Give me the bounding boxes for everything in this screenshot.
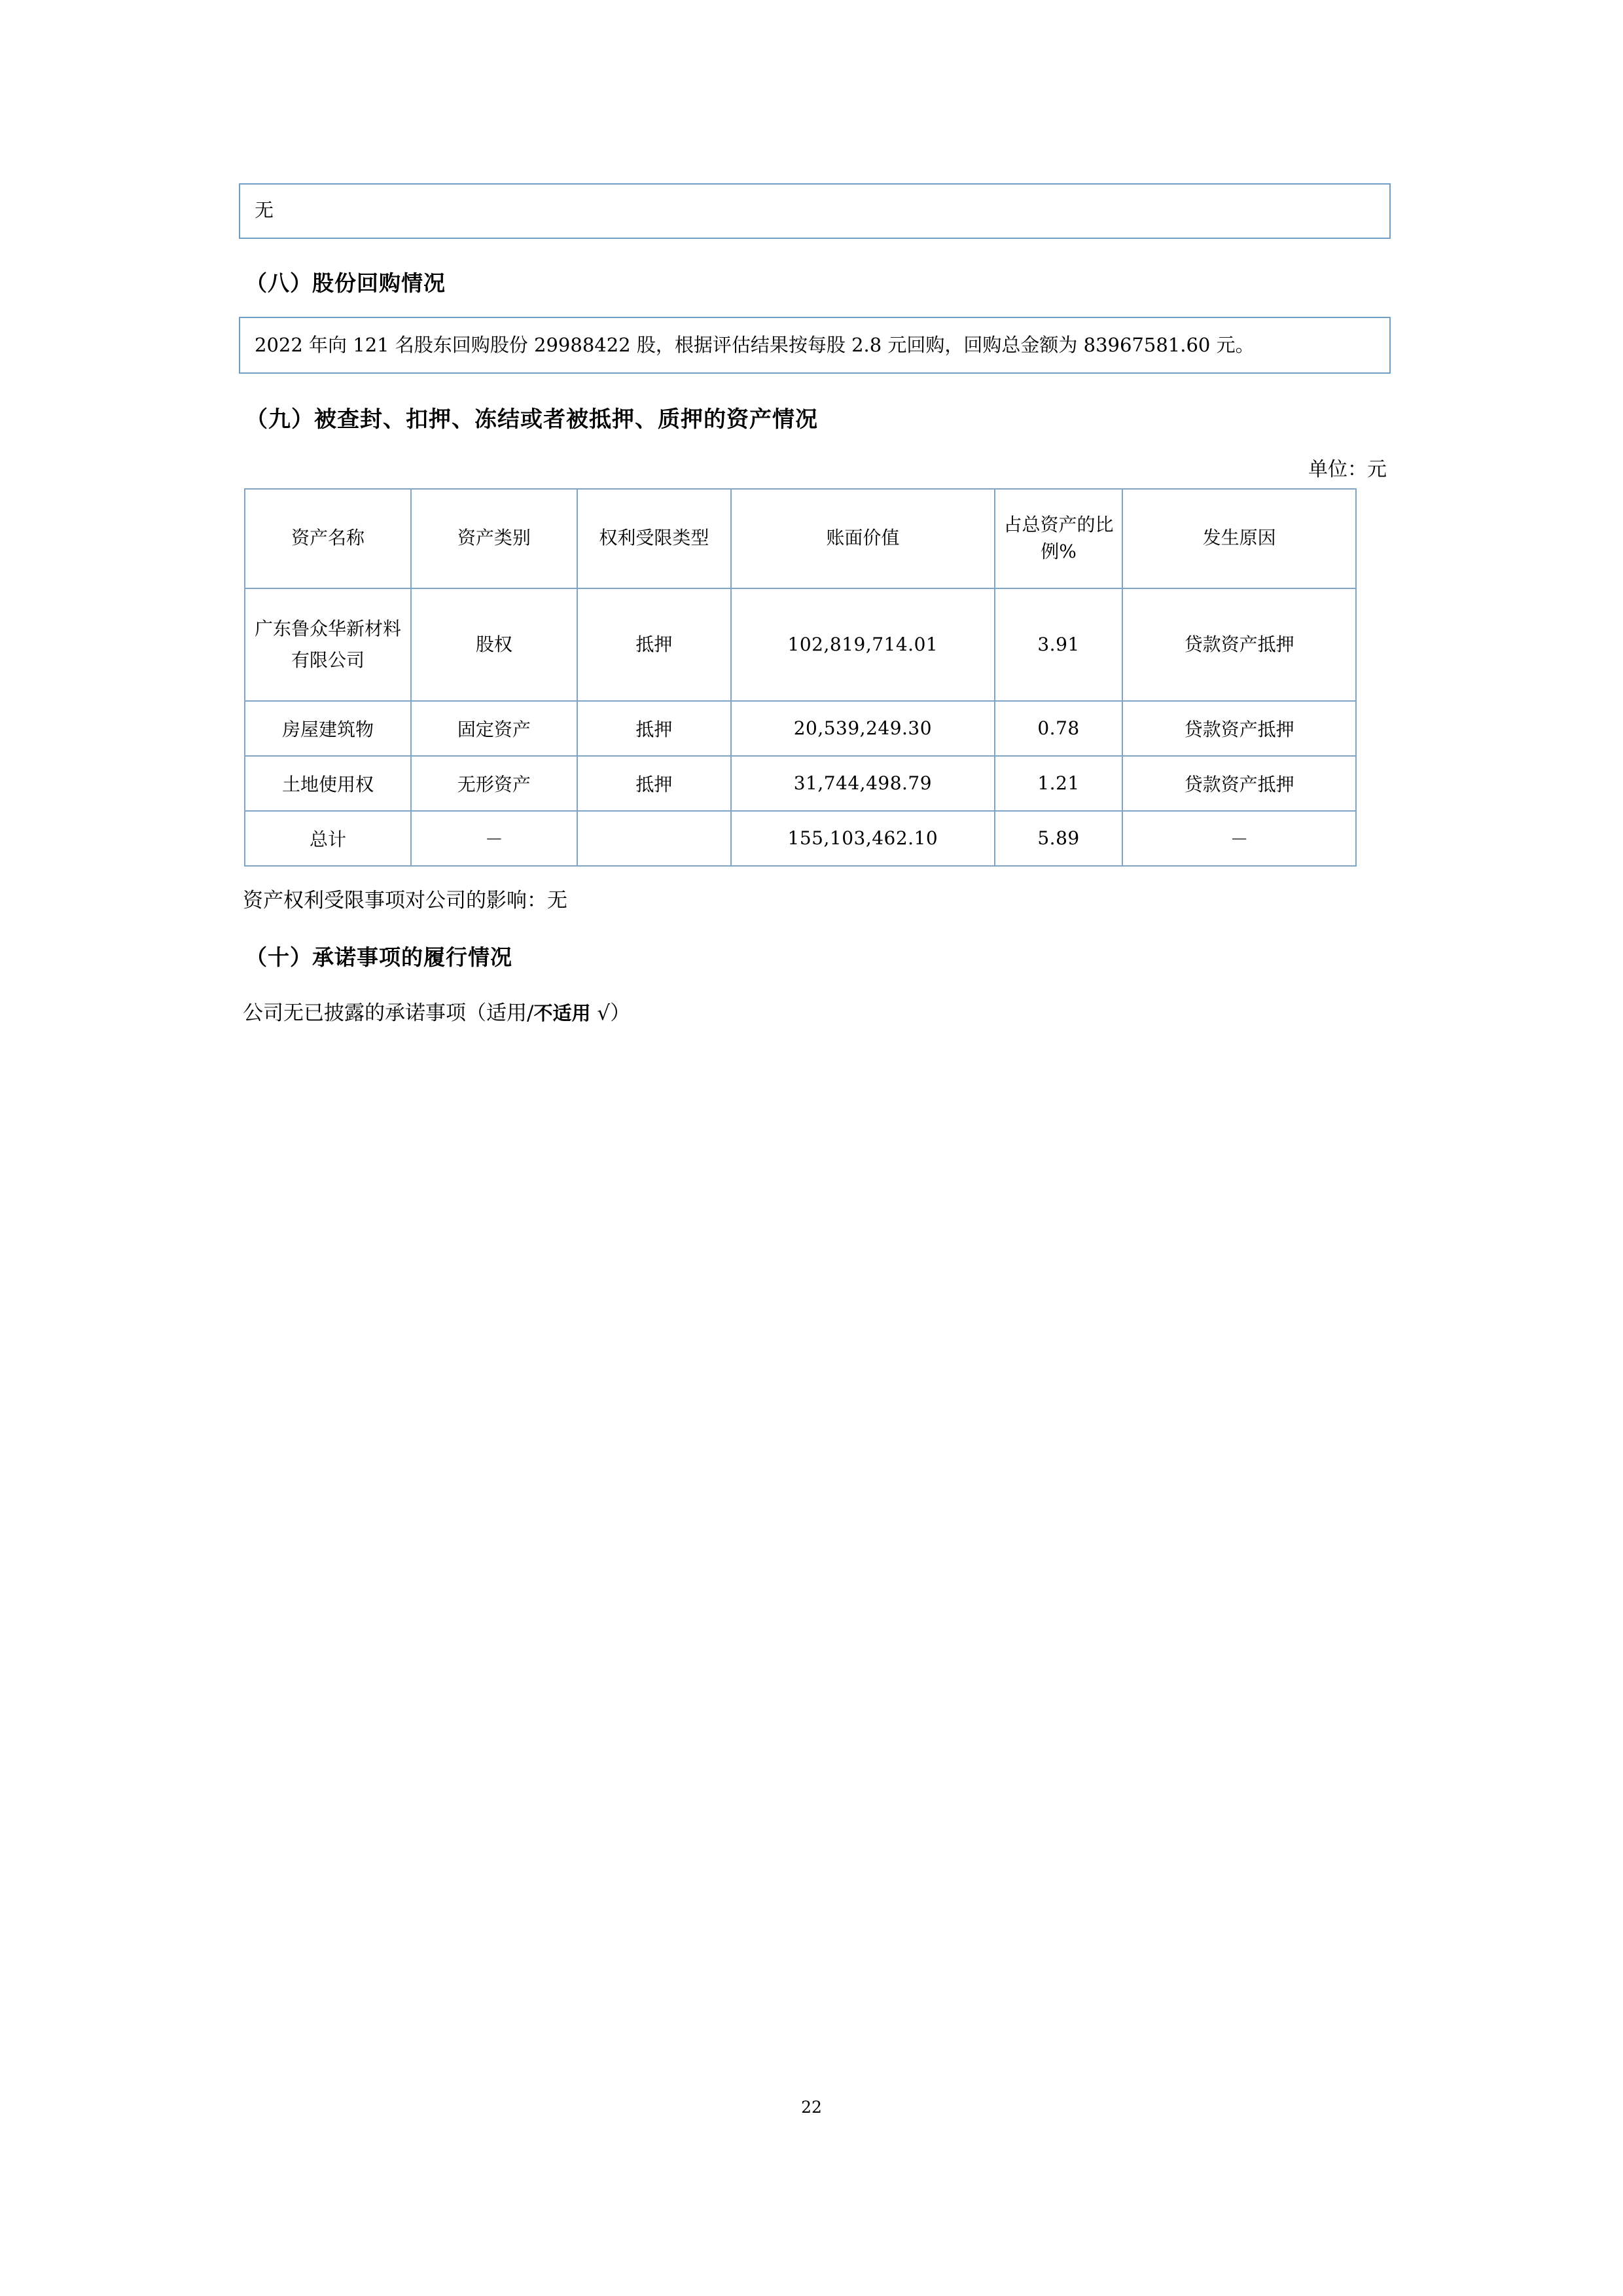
- cell-asset-name: 土地使用权: [245, 756, 411, 811]
- table-row: [245, 701, 1356, 756]
- section-8-heading: （八）股份回购情况: [245, 270, 446, 296]
- cell-ratio: 1.21: [995, 756, 1123, 811]
- table-header-row: [245, 489, 1356, 588]
- commitment-text-suffix: √）: [590, 1001, 631, 1025]
- column-header-restriction-type: 权利受限类型: [577, 489, 731, 588]
- page-content: [239, 183, 1391, 1026]
- cell-reason: 贷款资产抵押: [1122, 588, 1356, 701]
- table-row: [245, 756, 1356, 811]
- cell-restriction: 抵押: [577, 756, 731, 811]
- cell-asset-category: 股权: [411, 588, 577, 701]
- table-row-total: [245, 811, 1356, 866]
- unit-label: 单位：元: [1308, 457, 1387, 481]
- commitment-text-bold: 不适用: [533, 1001, 591, 1024]
- section-9-heading: （九）被查封、扣押、冻结或者被抵押、质押的资产情况: [245, 406, 818, 433]
- column-header-reason: 发生原因: [1122, 489, 1356, 588]
- cell-restriction: 抵押: [577, 588, 731, 701]
- cell-asset-name: 房屋建筑物: [245, 701, 411, 756]
- section-10-heading: （十）承诺事项的履行情况: [245, 944, 512, 970]
- cell-reason: 贷款资产抵押: [1122, 756, 1356, 811]
- column-header-asset-name: 资产名称: [245, 489, 411, 588]
- page-number: 22: [801, 2098, 822, 2117]
- cell-book-value: 31,744,498.79: [731, 756, 995, 811]
- cell-reason: 贷款资产抵押: [1122, 701, 1356, 756]
- cell-asset-name: 总计: [245, 811, 411, 866]
- cell-asset-category: 固定资产: [411, 701, 577, 756]
- cell-asset-name: 广东鲁众华新材料有限公司: [245, 588, 411, 701]
- column-header-asset-category: 资产类别: [411, 489, 577, 588]
- section-8-paragraph-box: 2022 年向 121 名股东回购股份 29988422 股，根据评估结果按每股 2.8 元回购，回购总金额为 83967581.60 元。: [239, 317, 1391, 374]
- asset-restriction-note: 资产权利受限事项对公司的影响：无: [243, 888, 567, 912]
- column-header-ratio: 占总资产的比例%: [995, 489, 1123, 588]
- cell-ratio: 0.78: [995, 701, 1123, 756]
- cell-ratio: 5.89: [995, 811, 1123, 866]
- cell-book-value: 102,819,714.01: [731, 588, 995, 701]
- table-row: [245, 588, 1356, 701]
- top-note-box: 无: [239, 183, 1391, 239]
- cell-asset-category: －: [411, 811, 577, 866]
- cell-restriction: 抵押: [577, 701, 731, 756]
- commitment-text-prefix: 公司无已披露的承诺事项（适用/: [243, 1001, 534, 1025]
- cell-book-value: 20,539,249.30: [731, 701, 995, 756]
- cell-ratio: 3.91: [995, 588, 1123, 701]
- restricted-assets-table: [244, 488, 1357, 867]
- cell-restriction: [577, 811, 731, 866]
- cell-asset-category: 无形资产: [411, 756, 577, 811]
- cell-reason: －: [1122, 811, 1356, 866]
- section-10-paragraph: [243, 996, 1391, 1026]
- cell-book-value: 155,103,462.10: [731, 811, 995, 866]
- column-header-book-value: 账面价值: [731, 489, 995, 588]
